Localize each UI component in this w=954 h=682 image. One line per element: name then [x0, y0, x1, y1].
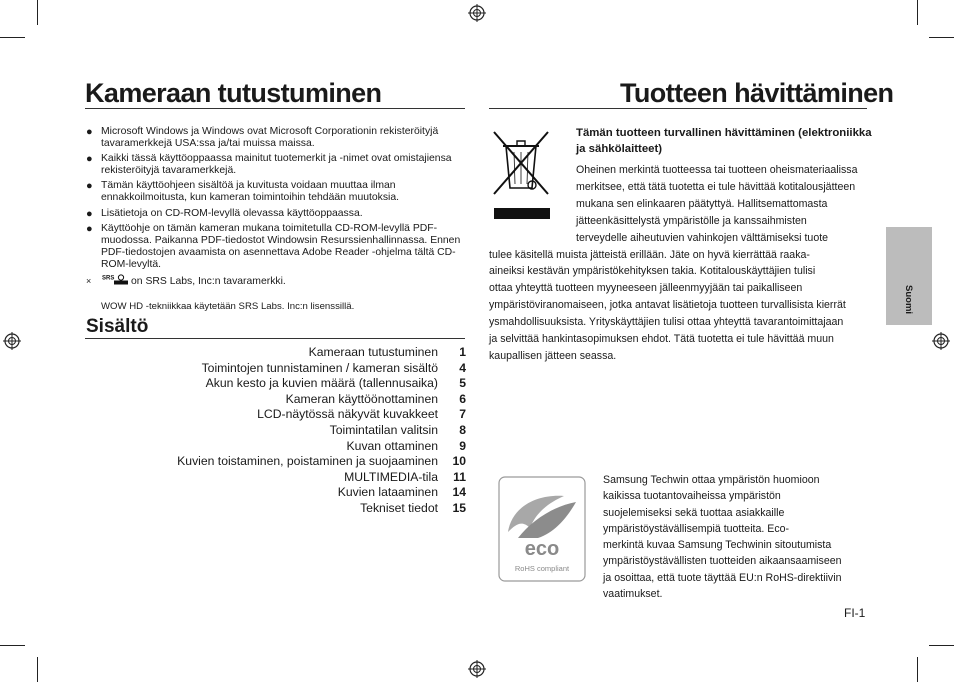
toc-page: 8: [459, 423, 466, 437]
toc-page: 15: [452, 501, 466, 515]
toc-label: Toimintatilan valitsin: [329, 423, 438, 437]
text-line: tulee käsitellä muista jätteistä erillään. Jäte on hyvä kierrättää raaka-: [489, 248, 810, 261]
crop-mark: [917, 0, 918, 25]
title-rule: [85, 108, 465, 109]
toc-row[interactable]: [344, 470, 466, 486]
srs-note: on SRS Labs, Inc:n tavaramerkki.: [131, 276, 286, 288]
crop-mark: [37, 657, 38, 682]
bullet-text: Tämän käyttöohjeen sisältöä ja kuvitusta voidaan muuttaa ilman ennakkoilmoitusta, kun kameran toimintoihin tehdään muutoksia.: [101, 180, 400, 204]
registration-mark-icon: [3, 332, 21, 350]
registration-mark-icon: [932, 332, 950, 350]
text-line: kaikissa tuotantovaiheissa ympäristön: [603, 490, 781, 503]
toc-label: Kuvien toistaminen, poistaminen ja suojaaminen: [177, 454, 438, 469]
bullet-text: Lisätietoja on CD-ROM-levyllä olevassa käyttöoppaassa.: [101, 207, 363, 219]
crop-mark: [917, 657, 918, 682]
list-item: × SRS on SRS Labs, Inc:n tavaramerkki.: [86, 275, 286, 288]
toc-row[interactable]: [202, 361, 466, 377]
title-rule: [489, 108, 867, 109]
toc-row[interactable]: [206, 376, 466, 392]
list-item: ● Kaikki tässä käyttöoppaassa mainitut tuotemerkit ja -nimet ovat omistajiensa rekisteröityjä tavaramerkkejä.: [86, 153, 452, 177]
page-title-right: Tuotteen hävittäminen: [620, 78, 894, 108]
crop-mark: [37, 0, 38, 25]
bullet-text: Kaikki tässä käyttöoppaassa mainitut tuotemerkit ja -nimet ovat omistajiensa rekisteröityjä tavaramerkkejä.: [101, 153, 452, 177]
text-line: terveydelle aiheutuvien vahinkojen välttämiseksi tuote: [576, 231, 829, 244]
toc-label: Kuvien lataaminen: [337, 485, 438, 500]
toc-row[interactable]: [177, 454, 466, 470]
text-line: kaupallisen jätteen seassa.: [489, 349, 617, 362]
contents-rule: [85, 338, 465, 339]
toc-page: 10: [452, 454, 466, 469]
list-item: ● Tämän käyttöohjeen sisältöä ja kuvitusta voidaan muuttaa ilman ennakkoilmoitusta, kun kameran toimintoihin tehdään muutoksia.: [86, 180, 400, 204]
toc-row[interactable]: [338, 485, 466, 501]
bullet-text: Käyttöohje on tämän kameran mukana toimitetulla CD-ROM-levyllä PDF-muodossa. Paikanna PDF-tiedostot Windowsin Resurssienhallinnassa. Ennen PDF-tiedostojen avaamista on asennettava Adobe Reader -ohjelma tältä CD-ROM-levyltä.: [101, 222, 461, 270]
text-line: aineiksi kestävän ympäristökehityksen takia. Kotitalouskäyttäjien tulisi: [489, 265, 816, 278]
toc-page: 7: [459, 407, 466, 422]
srs-logo-icon: [101, 274, 129, 285]
toc-row[interactable]: [309, 345, 466, 361]
eco-logo-text: eco: [524, 538, 560, 560]
toc-page: 9: [459, 438, 466, 453]
toc-label: Toimintojen tunnistaminen / kameran sisältö: [201, 360, 438, 375]
text-line: merkintä kuvaa Samsung Techwinin sitoutumista: [603, 539, 832, 552]
list-item: ● Microsoft Windows ja Windows ovat Microsoft Corporationin rekisteröityjä tavaramerkkejä USA:ssa ja/tai muissa maissa.: [86, 126, 439, 150]
text-line: ysmahdollisuuksista. Yrityskäyttäjien tulisi ottaa yhteyttä tavarantoimittajaan: [489, 316, 844, 329]
eco-text: [603, 472, 865, 602]
toc-label: Kuvan ottaminen: [346, 438, 438, 453]
weee-heading: Tämän tuotteen turvallinen hävittäminen (elektroniikka ja sähkölaitteet): [576, 127, 872, 155]
toc-row[interactable]: [360, 501, 466, 517]
crop-mark: [0, 37, 25, 38]
toc-row[interactable]: [347, 439, 466, 455]
toc-label: Kameran käyttöönottaminen: [285, 391, 438, 406]
toc-row[interactable]: [330, 423, 466, 439]
text-line: vaatimukset.: [603, 588, 663, 601]
toc-page: 1: [459, 345, 466, 359]
toc-label: Tekniset tiedot: [360, 501, 438, 515]
bullet-text: Microsoft Windows ja Windows ovat Microsoft Corporationin rekisteröityjä tavaramerkkejä USA:ssa ja/tai muissa maissa.: [101, 126, 439, 150]
toc-label: Kameraan tutustuminen: [308, 345, 438, 359]
toc-label: MULTIMEDIA-tila: [344, 469, 438, 484]
contents-heading: Sisältö: [86, 316, 149, 337]
eco-logo-sub: RoHS compliant: [514, 564, 570, 573]
crop-mark: [0, 645, 25, 646]
srs-note-2: WOW HD -tekniikkaa käytetään SRS Labs. Inc:n lisenssillä.: [101, 301, 355, 312]
text-line: Oheinen merkintä tuotteessa tai tuotteen oheismateriaalissa: [576, 164, 858, 176]
page-number: FI-1: [844, 606, 866, 620]
toc-row[interactable]: [286, 392, 466, 408]
eco-rohs-logo-icon: [498, 476, 586, 582]
language-tab: [886, 227, 932, 325]
registration-mark-icon: [468, 4, 486, 22]
text-line: ympäristöviranomaiseen, jotka antavat lisätietoja tuotteen turvallisista kierrät: [489, 299, 846, 312]
text-line: mukana sen elinkaaren päätyttyä. Hallitsemattomasta: [576, 197, 828, 210]
page-title-left: Kameraan tutustuminen: [85, 78, 382, 108]
text-line: ympäristöystävällisempiä tuotteita. Eco-: [603, 522, 790, 535]
toc-label: Akun kesto ja kuvien määrä (tallennusaika): [205, 376, 438, 391]
svg-text:SRS: SRS: [102, 275, 115, 282]
toc-page: 11: [453, 469, 466, 484]
weee-text: [489, 162, 871, 365]
text-line: ja selvittää hankintasopimuksen ehdot. Tätä tuotetta ei tule hävittää muun: [489, 333, 834, 346]
text-line: ja osoittaa, että tuote täyttää EU:n RoHS-direktiivin: [603, 571, 842, 584]
toc-page: 6: [459, 391, 466, 406]
notes-list: [86, 126, 466, 291]
toc-page: 14: [452, 485, 466, 500]
toc-page: 5: [459, 376, 466, 391]
toc-row[interactable]: [257, 407, 466, 423]
text-line: merkitsee, että tätä tuotetta ei tule hävittää kotitalousjätteen: [576, 180, 856, 193]
crop-mark: [929, 37, 954, 38]
list-item: ● Käyttöohje on tämän kameran mukana toimitetulla CD-ROM-levyllä PDF-muodossa. Paikanna PDF-tiedostot Windowsin Resurssienhallinnassa. Ennen PDF-tiedostojen avaamista on asennettava Adobe Reader -ohjelma tältä CD-ROM-levyltä.: [86, 222, 461, 270]
text-line: suojelemiseksi sekä tuottaa asiakkaille: [603, 506, 785, 519]
text-line: jätteenkäsittelystä ympäristölle ja kanssaihmisten: [576, 214, 807, 227]
text-line: Samsung Techwin ottaa ympäristön huomioon: [603, 474, 820, 486]
text-line: ympäristöystävällisten tuotteiden aikaansaamiseen: [603, 555, 842, 568]
text-line: ottaa yhteyttä tuotteen myyneeseen jälleenmyyjään tai paikalliseen: [489, 282, 803, 295]
registration-mark-icon: [468, 660, 486, 678]
language-tab-label: Suomi: [903, 285, 914, 315]
list-item: ● Lisätietoja on CD-ROM-levyllä olevassa käyttöoppaassa.: [86, 207, 363, 220]
toc-label: LCD-näytössä näkyvät kuvakkeet: [257, 407, 438, 422]
crop-mark: [929, 645, 954, 646]
toc-page: 4: [459, 360, 466, 375]
